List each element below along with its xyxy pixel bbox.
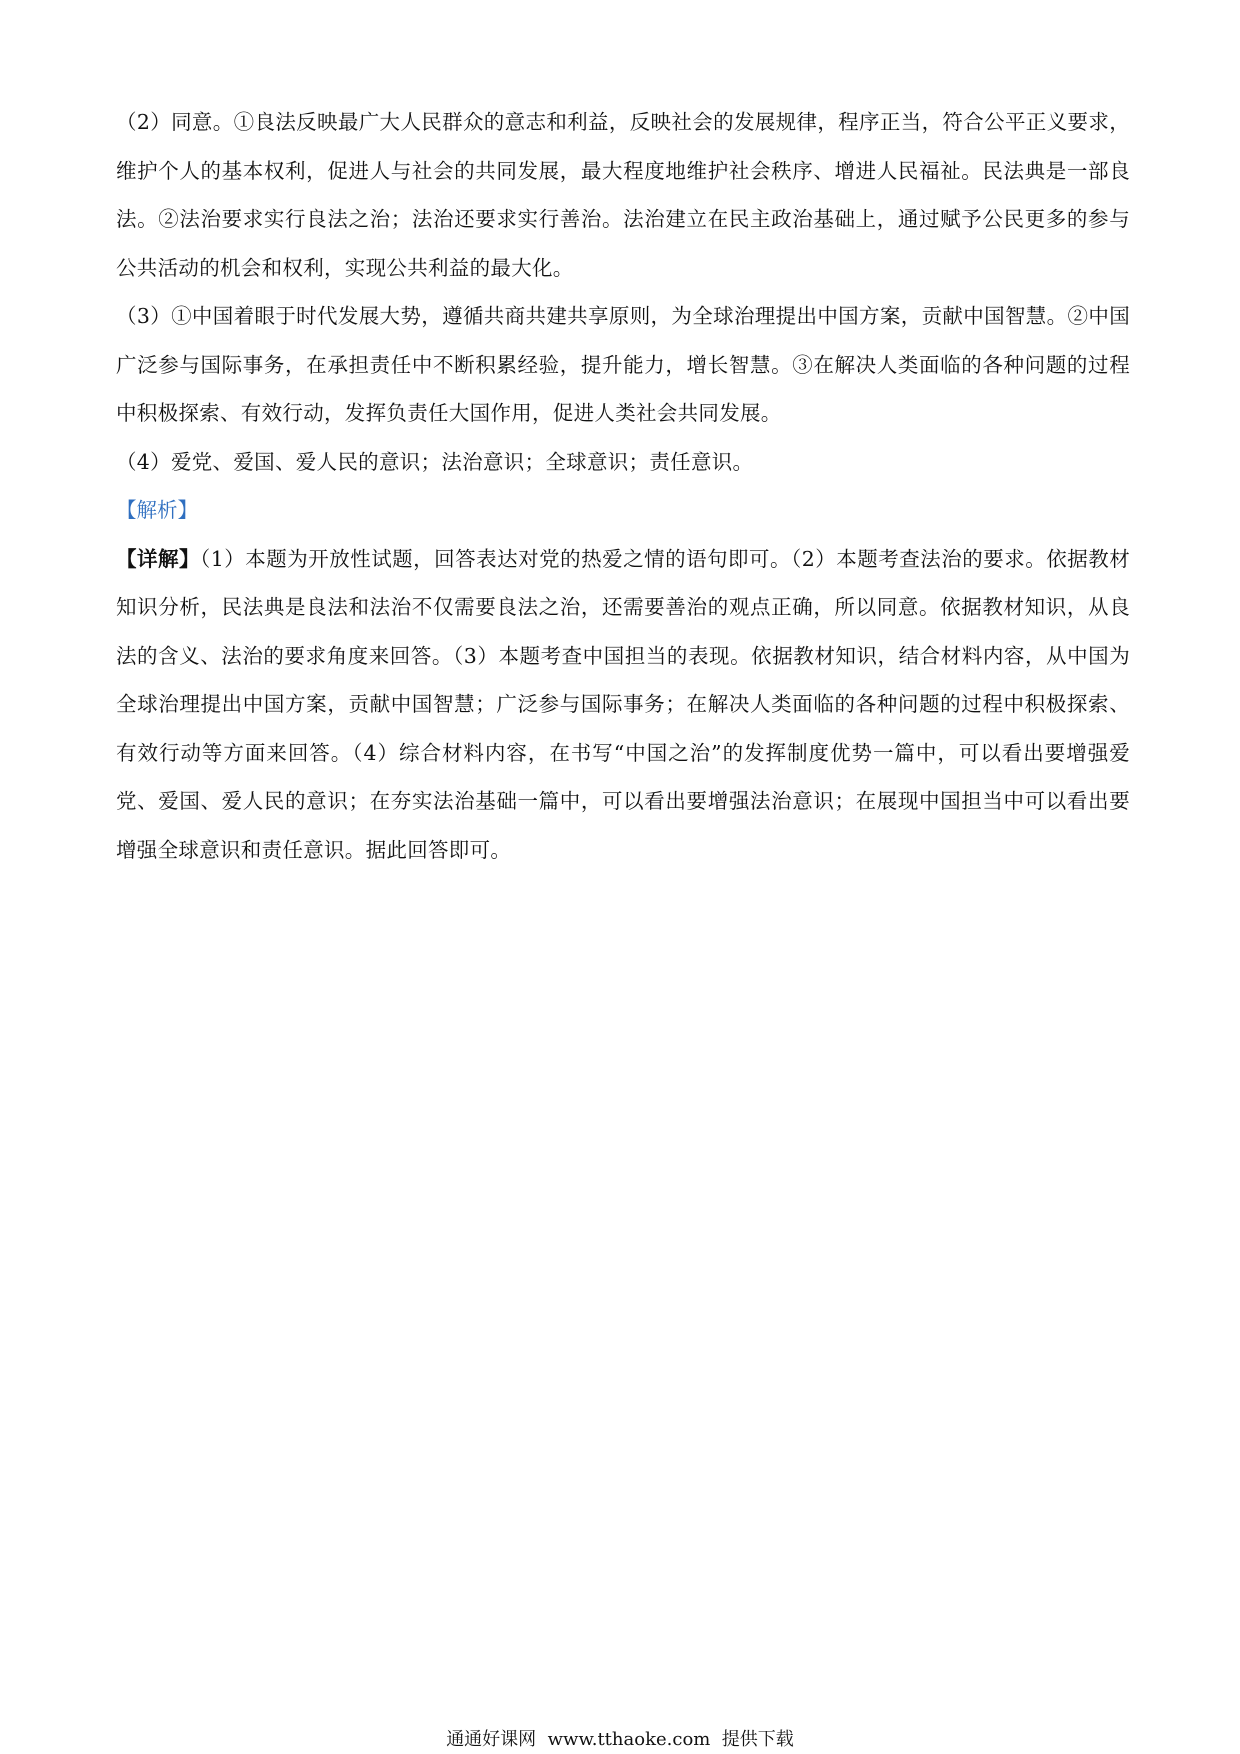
analysis-detail: [116, 535, 1130, 875]
answer-part-4: （4）爱党、爱国、爱人民的意识；法治意识；全球意识；责任意识。: [116, 449, 754, 474]
footer-site-name: 通通好课网: [446, 1729, 537, 1750]
detail-tag: 【详解】: [116, 546, 200, 571]
detail-text: （1）本题为开放性试题，回答表达对党的热爱之情的语句即可。（2）本题考查法治的要求。依据教材知识分析，民法典是良法和法治不仅需要良法之治，还需要善治的观点正确，所以同意。依据教材知识，从良法的含义、法治的要求角度来回答。（3）本题考查中国担当的表现。依据教材知识，结合材料内容，从中国为全球治理提出中国方案，贡献中国智慧；广泛参与国际事务；在解决人类面临的各种问题的过程中积极探索、有效行动等方面来回答。（4）综合材料内容，在书写“中国之治”的发挥制度优势一篇中，可以看出要增强爱党、爱国、爱人民的意识；在夯实法治基础一篇中，可以看出要增强法治意识；在展现中国担当中可以看出要增强全球意识和责任意识。据此回答即可。: [116, 546, 1130, 862]
footer-action: 提供下载: [721, 1729, 794, 1750]
analysis-heading: 【解析】: [116, 498, 198, 522]
answer-part-3: （3）①中国着眼于时代发展大势，遵循共商共建共享原则，为全球治理提出中国方案，贡献中国智慧。②中国广泛参与国际事务，在承担责任中不断积累经验，提升能力，增长智慧。③在解决人类面临的各种问题的过程中积极探索、有效行动，发挥负责任大国作用，促进人类社会共同发展。: [116, 304, 1130, 425]
page-footer: [0, 1728, 1240, 1752]
footer-url[interactable]: www.tthaoke.com: [547, 1729, 711, 1750]
answer-part-2: （2）同意。①良法反映最广大人民群众的意志和利益，反映社会的发展规律，程序正当，符合公平正义要求，维护个人的基本权利，促进人与社会的共同发展，最大程度地维护社会秩序、增进人民福祉。民法典是一部良法。②法治要求实行良法之治；法治还要求实行善治。法治建立在民主政治基础上，通过赋予公民更多的参与公共活动的机会和权利，实现公共利益的最大化。: [116, 110, 1130, 280]
answer-content: [116, 98, 1130, 874]
